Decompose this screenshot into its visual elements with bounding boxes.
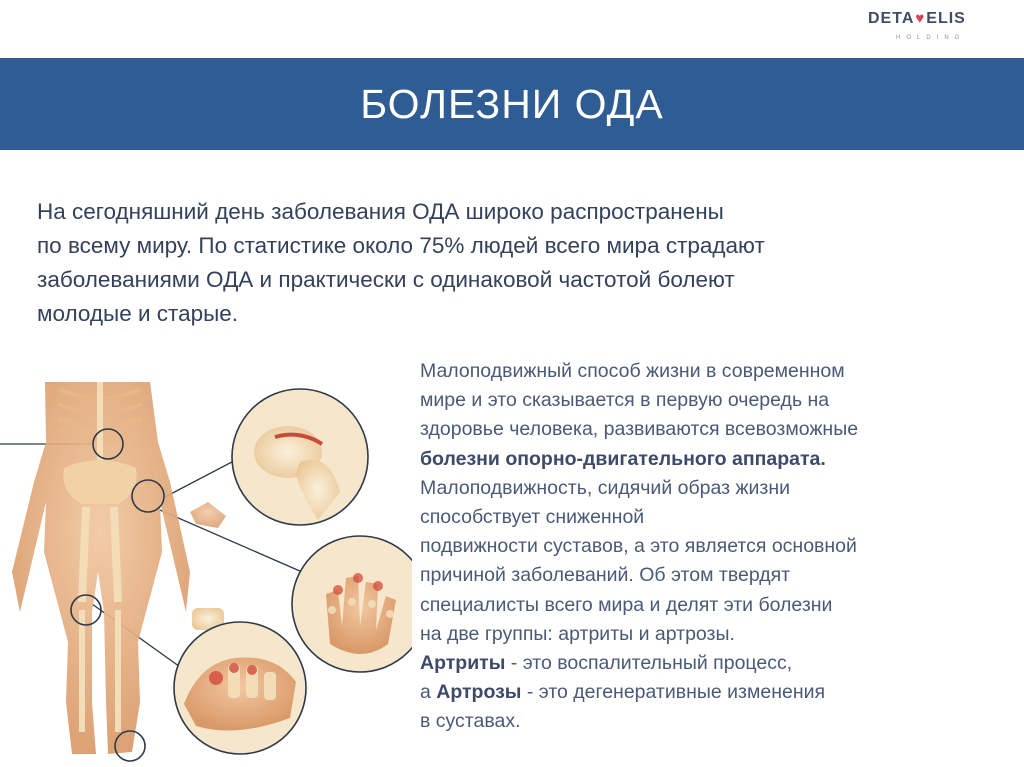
intro-line: заболеваниями ОДА и практически с одинаковой частотой болеют [37,267,735,292]
body-line-bold [420,445,1020,474]
joints-illustration [0,382,412,767]
hip-joint-inset [232,389,368,525]
arthrosis-line [420,678,1020,707]
intro-line: На сегодняшний день заболевания ОДА широко распространены [37,199,724,224]
intro-line: молодые и старые. [37,301,239,326]
heart-icon: ♥ [915,10,926,27]
title-banner [0,58,1024,150]
body-line: специалисты всего мира и делят эти болезни [420,593,833,616]
bold-phrase: болезни опорно-двигательного аппарата. [420,447,826,470]
wrist-inset [190,502,226,528]
arthrosis-definition: - это дегенеративные изменения [521,681,826,704]
body-line: способствует сниженной [420,506,645,529]
logo-text-left: DETA [868,10,915,27]
intro-paragraph [37,195,972,331]
body-line: Малоподвижный способ жизни в современном [420,360,845,382]
arthritis-line [420,649,1020,678]
body-line: здоровье человека, развиваются всевозможные [420,418,859,441]
arthrosis-term: Артрозы [436,681,522,704]
body-line: Малоподвижность, сидячий образ жизни [420,476,791,499]
foot-joint-inset [174,622,306,754]
human-body [12,382,190,754]
arthrosis-prefix: а [420,681,437,704]
body-line: в суставах. [420,710,521,733]
body-line: на две группы: артриты и артрозы. [420,622,735,645]
body-line: причиной заболеваний. Об этом твердят [420,564,791,587]
body-line: мире и это сказывается в первую очередь на [420,389,830,412]
arthritis-term: Артриты [420,652,506,675]
company-logo [868,6,998,52]
body-paragraph [420,357,1020,737]
logo-subtitle: HOLDING [896,35,966,41]
body-line: подвижности суставов, а это является основной [420,535,857,558]
arthritis-definition: - это воспалительный процесс, [505,652,793,675]
slide-title: БОЛЕЗНИ ОДА [360,80,664,127]
hand-joint-inset [292,536,412,672]
intro-line: по всему миру. По статистике около 75% людей всего мира страдают [37,233,765,258]
logo-text-right: ELIS [926,10,966,27]
